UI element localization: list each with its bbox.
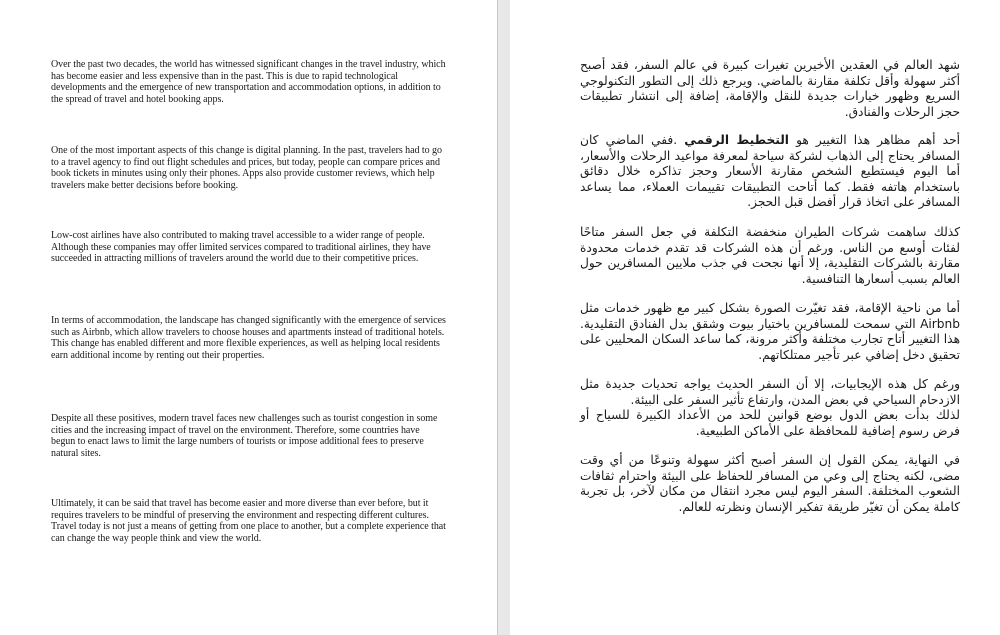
english-paragraph-5: Despite all these positives, modern travel faces new challenges such as tourist congestion in some cities and the increasing impact of travel on the environment. Therefore, some countries have begun to enact laws to limit the large numbers of tourists or impose additional fees to preserve natural sites. bbox=[51, 413, 438, 459]
arabic-paragraph-2-rest: .ففي الماضي كان المسافر يحتاج إلى الذهاب لشركة سياحة لمعرفة مواعيد الرحلات والأسعار، أما اليوم فيستطيع الشخص مقارنة الأسعار وحجز تذاكره خلال دقائق باستخدام هاتفه فقط. كما أتاحت التطبيقات تقييمات العملاء، مما يساعد المسافر على اتخاذ قرار أفضل قبل الحجز. bbox=[580, 133, 960, 210]
english-paragraph-1: Over the past two decades, the world has witnessed significant changes in the travel industry, which has become easier and less expensive than in the past. This is due to rapid technological developments and the emergence of new transportation and accommodation options, in addition to the spread of travel and hotel booking apps. bbox=[51, 59, 446, 105]
arabic-paragraph-2 bbox=[580, 133, 960, 211]
digital-planning-bold: التخطيط الرقمي bbox=[684, 133, 789, 147]
arabic-paragraph-2-intro: أحد أهم مظاهر هذا التغيير هو bbox=[788, 133, 960, 147]
english-paragraph-4: In terms of accommodation, the landscape has changed significantly with the emergence of services such as Airbnb, which allow travelers to choose houses and apartments instead of traditional hotels. This change has enabled different and more flexible experiences, as well as helping local residents earn additional income by renting out their properties. bbox=[51, 315, 446, 361]
arabic-paragraph-6: في النهاية، يمكن القول إن السفر أصبح أكثر سهولة وتنوعًا من أي وقت مضى، لكنه يحتاج إلى وعي من المسافر للحفاظ على البيئة واحترام ثقافات الشعوب المختلفة. السفر اليوم ليس مجرد انتقال من مكان لآخر، بل تجربة كاملة يمكن أن تغيّر طريقة تفكير الإنسان ونظرته للعالم. bbox=[580, 453, 960, 514]
page-divider bbox=[497, 0, 510, 635]
english-paragraph-6: Ultimately, it can be said that travel has become easier and more diverse than ever before, but it requires travelers to be mindful of preserving the environment and respecting different cultures. Travel today is not just a means of getting from one place to another, but a complete experience that can change the way people think and view the world. bbox=[51, 498, 446, 544]
arabic-paragraph-5-part-2: لذلك بدأت بعض الدول بوضع قوانين للحد من الأعداد الكبيرة للسياح أو فرض رسوم إضافية للمحافظة على الأماكن الطبيعية. bbox=[580, 408, 960, 438]
english-paragraph-2: One of the most important aspects of this change is digital planning. In the past, travelers had to go to a travel agency to find out flight schedules and prices, but today, people can compare prices and book tickets in minutes using only their phones. Apps also provide customer reviews, which help travelers make better decisions before booking. bbox=[51, 145, 442, 191]
english-page bbox=[0, 0, 497, 635]
arabic-paragraph-4: أما من ناحية الإقامة، فقد تغيّرت الصورة بشكل كبير مع ظهور خدمات مثل Airbnb التي سمحت للمسافرين باختيار بيوت وشقق بدل الفنادق التقليدية. هذا التغيير أتاح تجارب مختلفة وأكثر مرونة، كما ساعد السكان المحليين على تحقيق دخل إضافي عبر تأجير ممتلكاتهم. bbox=[580, 301, 960, 362]
arabic-paragraph-5-part-1: ورغم كل هذه الإيجابيات، إلا أن السفر الحديث يواجه تحديات جديدة مثل الازدحام السياحي في بعض المدن، وارتفاع تأثير السفر على البيئة. bbox=[580, 377, 960, 407]
arabic-paragraph-3: كذلك ساهمت شركات الطيران منخفضة التكلفة في جعل السفر متاحًا لفئات أوسع من الناس. ورغم أن هذه الشركات قد تقدم خدمات محدودة مقارنة بالشركات التقليدية، إلا أنها نجحت في جذب ملايين المسافرين حول العالم بسبب أسعارها التنافسية. bbox=[580, 225, 960, 286]
english-paragraph-3: Low-cost airlines have also contributed to making travel accessible to a wider range of people. Although these companies may offer limited services compared to traditional airlines, they have succeeded in attracting millions of travelers around the world due to their competitive prices. bbox=[51, 230, 431, 265]
arabic-page bbox=[510, 0, 1000, 635]
arabic-paragraph-1: شهد العالم في العقدين الأخيرين تغيرات كبيرة في عالم السفر، فقد أصبح أكثر سهولة وأقل تكلفة مقارنة بالماضي. ويرجع ذلك إلى التطور التكنولوجي السريع وظهور خيارات جديدة للنقل والإقامة، إضافة إلى انتشار تطبيقات حجز الرحلات والفنادق. bbox=[580, 58, 960, 119]
arabic-paragraph-5 bbox=[580, 377, 960, 439]
